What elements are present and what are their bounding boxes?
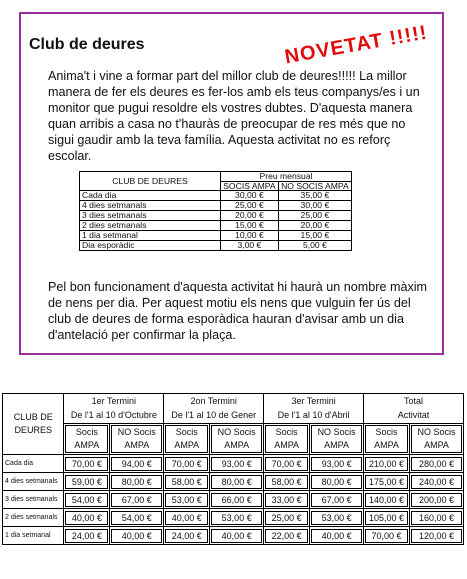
term-cell: 40,00 € <box>110 527 164 545</box>
price-table-group-header: Preu mensual <box>221 172 352 182</box>
term-cell: 140,00 € <box>364 491 410 509</box>
term-cell: 40,00 € <box>64 509 110 527</box>
term-cell: 105,00 € <box>364 509 410 527</box>
term-cell: 93,00 € <box>210 455 264 473</box>
term-table-club-header: CLUB DE DEURES <box>3 394 64 455</box>
term-cell: 40,00 € <box>210 527 264 545</box>
term-table-row <box>3 455 464 473</box>
price-row-label: Dia esporàdic <box>80 241 221 251</box>
price-table-row <box>80 221 352 231</box>
term-group-1: 1er Termini De l'1 al 10 d'Octubre <box>64 394 164 424</box>
rules-paragraph: Pel bon funcionament d'aquesta activitat hi haurà un nombre màxim de nens per dia. Per aquest motiu els nens que vulguin fer ús del club de deures de forma esporàdica hauran d'avisar amb un dia d'antelació per confirmar la plaça. <box>48 280 428 342</box>
term-cell: 53,00 € <box>210 509 264 527</box>
term-cell: 80,00 € <box>210 473 264 491</box>
term-col-no-socis: NO Socis AMPA <box>210 424 264 455</box>
term-cell: 70,00 € <box>364 527 410 545</box>
term-table-row <box>3 491 464 509</box>
novetat-stamp: NOVETAT !!!!! <box>282 21 429 69</box>
price-row-label: 4 dies setmanals <box>80 201 221 211</box>
price-table-row <box>80 191 352 201</box>
term-cell: 53,00 € <box>310 509 364 527</box>
price-no-socis: 5,00 € <box>278 241 351 251</box>
term-cell: 120,00 € <box>409 527 463 545</box>
term-cell: 70,00 € <box>64 455 110 473</box>
term-cell: 280,00 € <box>409 455 463 473</box>
price-no-socis: 25,00 € <box>278 211 351 221</box>
intro-paragraph: Anima't i vine a formar part del millor club de deures!!!!! La millor manera de fer els deures es fer-los amb els teus companys/es i un monitor que pugui resoldre els vostres dubtes. D'aquesta manera quan arribis a casa no t'hauràs de preocupar de res més que no sigui gaudir amb la teva família. Aquesta activitat no es reforç escolar. <box>48 69 420 163</box>
term-table-row <box>3 473 464 491</box>
term-cell: 70,00 € <box>264 455 310 473</box>
term-cell: 58,00 € <box>264 473 310 491</box>
term-cell: 80,00 € <box>110 473 164 491</box>
term-group-2: 2on Termini De l'1 al 10 de Gener <box>164 394 264 424</box>
term-cell: 70,00 € <box>164 455 210 473</box>
term-cell: 33,00 € <box>264 491 310 509</box>
term-row-label: 3 dies setmanals <box>3 491 64 509</box>
price-no-socis: 15,00 € <box>278 231 351 241</box>
term-cell: 210,00 € <box>364 455 410 473</box>
term-col-no-socis: NO Socis AMPA <box>409 424 463 455</box>
price-socis: 15,00 € <box>221 221 279 231</box>
price-no-socis: 30,00 € <box>278 201 351 211</box>
price-row-label: 3 dies setmanals <box>80 211 221 221</box>
term-row-label: Cada dia <box>3 455 64 473</box>
price-table-row <box>80 241 352 251</box>
term-cell: 54,00 € <box>64 491 110 509</box>
price-row-label: 1 dia setmanal <box>80 231 221 241</box>
term-cell: 200,00 € <box>409 491 463 509</box>
price-socis: 25,00 € <box>221 201 279 211</box>
term-cell: 80,00 € <box>310 473 364 491</box>
price-table <box>79 171 352 251</box>
term-table-row <box>3 509 464 527</box>
flyer-title: Club de deures <box>29 36 145 53</box>
price-socis: 30,00 € <box>221 191 279 201</box>
price-socis: 20,00 € <box>221 211 279 221</box>
term-cell: 67,00 € <box>110 491 164 509</box>
price-table-col-socis: SOCIS AMPA <box>221 182 279 191</box>
price-socis: 3,00 € <box>221 241 279 251</box>
term-cell: 160,00 € <box>409 509 463 527</box>
price-table-col-no-socis: NO SOCIS AMPA <box>278 182 351 191</box>
price-table-club-header: CLUB DE DEURES <box>80 172 221 191</box>
price-table-row <box>80 211 352 221</box>
term-cell: 22,00 € <box>264 527 310 545</box>
term-cell: 67,00 € <box>310 491 364 509</box>
term-cell: 94,00 € <box>110 455 164 473</box>
term-cell: 54,00 € <box>110 509 164 527</box>
price-table-row <box>80 231 352 241</box>
term-cell: 24,00 € <box>64 527 110 545</box>
price-row-label: 2 dies setmanals <box>80 221 221 231</box>
term-col-socis: Socis AMPA <box>364 424 410 455</box>
term-table-row <box>3 527 464 545</box>
flyer-box <box>19 12 444 355</box>
term-row-label: 4 dies setmanals <box>3 473 64 491</box>
term-col-socis: Socis AMPA <box>64 424 110 455</box>
term-cell: 53,00 € <box>164 491 210 509</box>
term-cell: 93,00 € <box>310 455 364 473</box>
term-cell: 58,00 € <box>164 473 210 491</box>
term-cell: 175,00 € <box>364 473 410 491</box>
term-col-no-socis: NO Socis AMPA <box>110 424 164 455</box>
price-no-socis: 20,00 € <box>278 221 351 231</box>
term-group-total: Total Activitat <box>364 394 464 424</box>
term-col-socis: Socis AMPA <box>264 424 310 455</box>
term-col-no-socis: NO Socis AMPA <box>310 424 364 455</box>
term-group-3: 3er Termini De l'1 al 10 d'Abril <box>264 394 364 424</box>
price-row-label: Cada dia <box>80 191 221 201</box>
term-cell: 24,00 € <box>164 527 210 545</box>
term-col-socis: Socis AMPA <box>164 424 210 455</box>
term-cell: 40,00 € <box>164 509 210 527</box>
term-table <box>2 393 464 545</box>
term-cell: 240,00 € <box>409 473 463 491</box>
term-cell: 66,00 € <box>210 491 264 509</box>
term-cell: 40,00 € <box>310 527 364 545</box>
term-cell: 25,00 € <box>264 509 310 527</box>
term-row-label: 2 dies setmanals <box>3 509 64 527</box>
price-socis: 10,00 € <box>221 231 279 241</box>
term-row-label: 1 dia setmanal <box>3 527 64 545</box>
price-table-row <box>80 201 352 211</box>
term-cell: 59,00 € <box>64 473 110 491</box>
price-no-socis: 35,00 € <box>278 191 351 201</box>
